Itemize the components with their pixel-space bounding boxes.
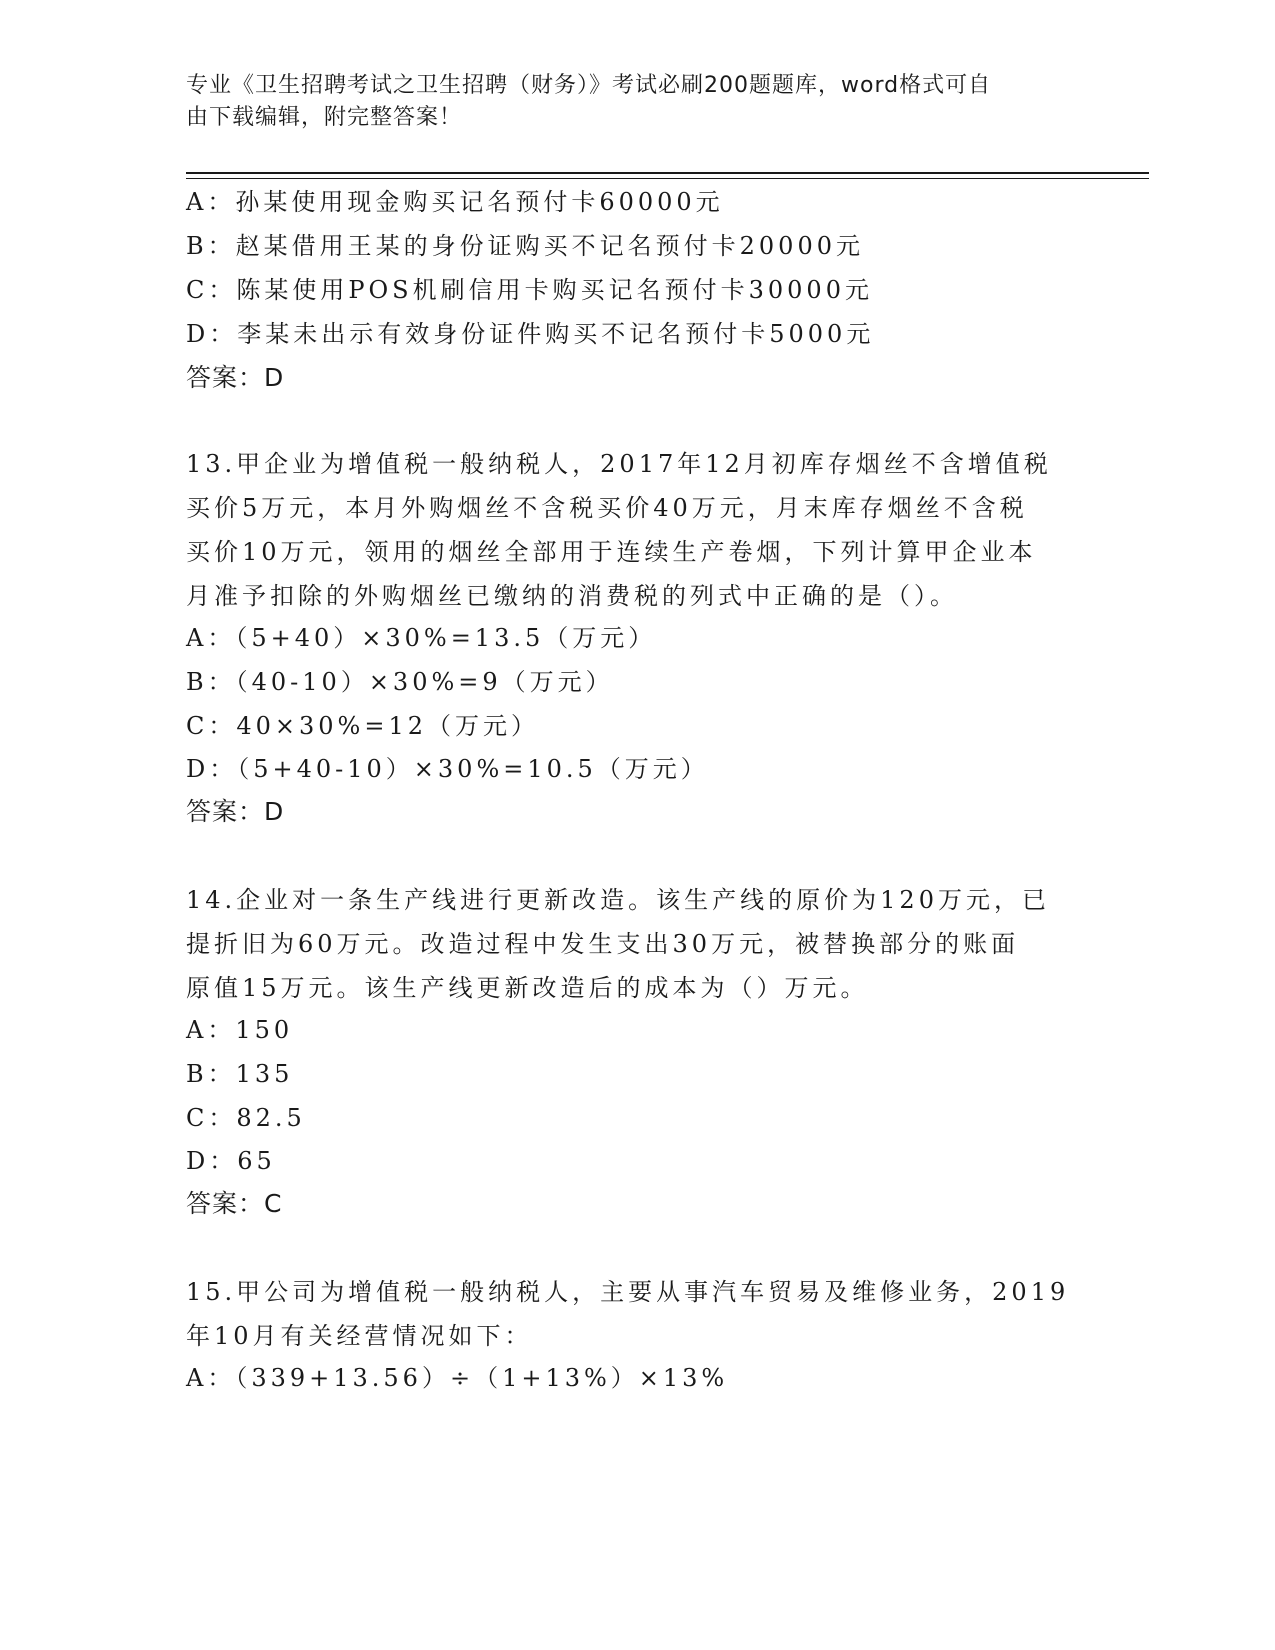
q14-stem-line-2: 提折旧为60万元。改造过程中发生支出30万元，被替换部分的账面 — [186, 930, 1020, 958]
q15-option-a: A：（339+13.56）÷（1+13%）×13% — [186, 1364, 729, 1392]
q12-option-a: A：孙某使用现金购买记名预付卡60000元 — [186, 188, 724, 216]
q14-option-c: C：82.5 — [186, 1104, 306, 1132]
q15-stem-line-2: 年10月有关经营情况如下： — [186, 1322, 533, 1350]
q13-option-d: D：（5+40-10）×30%=10.5（万元） — [186, 755, 709, 783]
q14-option-a: A：150 — [186, 1016, 294, 1044]
q13-stem-line-2: 买价5万元，本月外购烟丝不含税买价40万元，月末库存烟丝不含税 — [186, 494, 1028, 522]
q12-option-c: C：陈某使用POS机刷信用卡购买记名预付卡30000元 — [186, 276, 873, 304]
q13-option-a: A：（5+40）×30%=13.5（万元） — [186, 624, 657, 652]
header-divider-thin — [186, 178, 1149, 179]
q14-stem-line-3: 原值15万元。该生产线更新改造后的成本为（）万元。 — [186, 974, 869, 1002]
document-header — [186, 70, 1066, 134]
q12-answer: 答案：D — [186, 363, 285, 392]
q13-answer: 答案：D — [186, 797, 285, 826]
q13-stem-line-1: 13.甲企业为增值税一般纳税人，2017年12月初库存烟丝不含增值税 — [186, 450, 1052, 478]
header-divider-thick — [186, 172, 1149, 174]
q13-option-b: B：（40-10）×30%=9（万元） — [186, 668, 614, 696]
q13-stem-line-4: 月准予扣除的外购烟丝已缴纳的消费税的列式中正确的是（）。 — [186, 582, 958, 610]
q14-answer: 答案：C — [186, 1189, 283, 1218]
header-line-2: 由下载编辑，附完整答案！ — [186, 105, 463, 130]
header-line-1: 专业《卫生招聘考试之卫生招聘（财务）》考试必刷200题题库，word格式可自 — [186, 73, 992, 98]
q12-option-d: D：李某未出示有效身份证件购买不记名预付卡5000元 — [186, 320, 875, 348]
q15-stem-line-1: 15.甲公司为增值税一般纳税人，主要从事汽车贸易及维修业务，2019 — [186, 1278, 1070, 1306]
q13-stem-line-3: 买价10万元，领用的烟丝全部用于连续生产卷烟，下列计算甲企业本 — [186, 538, 1037, 566]
q13-option-c: C：40×30%=12（万元） — [186, 712, 540, 740]
q14-stem-line-1: 14.企业对一条生产线进行更新改造。该生产线的原价为120万元，已 — [186, 886, 1050, 914]
q14-option-b: B：135 — [186, 1060, 294, 1088]
q14-option-d: D：65 — [186, 1147, 276, 1175]
q12-option-b: B：赵某借用王某的身份证购买不记名预付卡20000元 — [186, 232, 864, 260]
